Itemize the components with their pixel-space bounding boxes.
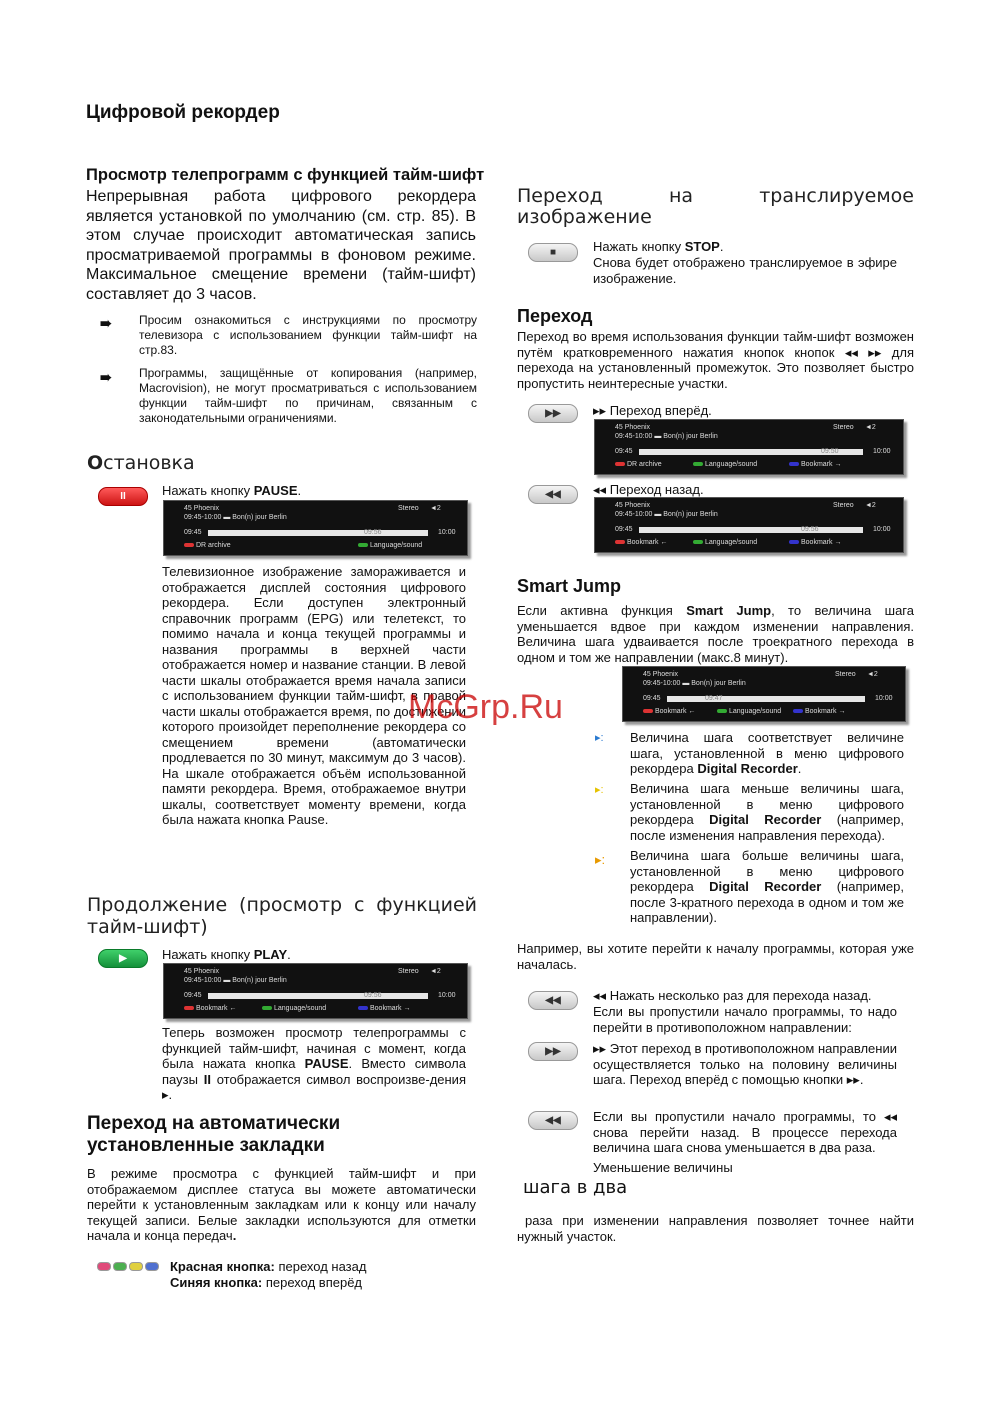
rewind-button-icon: ◀◀	[528, 485, 578, 504]
smart-item-1: Величина шага соответствует величине шага, установленной в меню цифрового рекордера Digital Recorder.	[630, 730, 904, 776]
note-1: Просим ознакомиться с инструкциями по просмотру телевизора с использованием функции тайм-шифт на стр.83.	[139, 313, 477, 357]
rewind-button-icon: ◀◀	[528, 1111, 578, 1130]
back-label: ◂◂ Переход назад.	[593, 482, 704, 497]
pause-button-icon: II	[98, 487, 148, 506]
stop-paragraph: Снова будет отображено транслируемое в эфире изображение.	[593, 255, 897, 286]
step-equal-marker-icon: ▸:	[595, 732, 604, 744]
recorder-status-display: 45 Phoenix 09:45-10:00 ▬ Bon(n) jour Berlin Stereo ◄2 09:45 09:56 10:00 DR archive Language/sound	[163, 500, 468, 556]
example-1-paragraph: Если вы пропустили начало программы, то надо перейти в противоположном направлении:	[593, 1004, 897, 1035]
red-key-icon	[97, 1262, 111, 1271]
example-3-paragraph: Если вы пропустили начало программы, то ◂◂ снова перейти назад. В процессе перехода величина шага снова уменьшается в два раза.	[593, 1109, 897, 1155]
pause-symbol-icon: II	[203, 1071, 211, 1087]
rewind-symbol-icon: ◂◂	[844, 344, 858, 360]
continue-heading: Продолжение (просмотр с функцией тайм-шифт)	[87, 894, 477, 938]
forward-button-icon: ▶▶	[528, 404, 578, 423]
recorder-status-display: 45 Phoenix 09:45-10:00 ▬ Bon(n) jour Berlin Stereo ◄2 09:45 09:56 10:00 Bookmark ← Language/sound Bookmark →	[163, 963, 468, 1019]
jump-heading: Переход	[517, 306, 593, 326]
blue-key-description: Синяя кнопка: переход вперёд	[170, 1275, 363, 1290]
example-paragraph: Например, вы хотите перейти к началу программы, которая уже началась.	[517, 941, 914, 972]
live-heading: Переход на транслируемое изображение	[517, 185, 914, 228]
pause-paragraph: Телевизионное изображение замораживается и отображается дисплей состояния цифрового рекордера. Если доступен электронный справочник программ (EPG) или телетекст, то помимо начала и конца текущей программы и названия программы в верхней части отображается номер и название станции. В левой части шкалы отображается время начала записи с использованием функции тайм-шифт, в правой части шкалы отображается время, по достижении которого произойдет переполнение рекордера со смещением времени (автоматически продлевается по 30 минут, максимум до 3 часов). На шкале отображается объём использованной памяти рекордера. Время, отображаемое внутри шкалы, соответствует моменту времени, когда была нажата кнопка Pause.	[162, 564, 466, 827]
step-larger-marker-icon: ▸:	[595, 852, 606, 867]
forward-label: ▸▸ Переход вперёд.	[593, 403, 712, 418]
forward-symbol-icon: ▸▸	[868, 344, 882, 360]
note-arrow-icon: ➠	[100, 369, 112, 385]
play-paragraph: Теперь возможен просмотр телепрограммы с функцией тайм-шифт, начиная с момент, когда была нажата кнопка PAUSE. Вместо символа паузы II отображается символ воспроизве-дения ▸.	[162, 1025, 466, 1102]
forward-symbol-icon: ▸▸	[593, 1041, 607, 1056]
bookmarks-heading: Переход на автоматически установленные закладки	[87, 1113, 341, 1156]
recorder-status-display: 45 Phoenix 09:45-10:00 ▬ Bon(n) jour Berlin Stereo ◄2 09:45 09:50 10:00 DR archive Language/sound Bookmark →	[594, 419, 904, 475]
forward-symbol-icon: ▸▸	[593, 403, 607, 418]
stop-instruction: Нажать кнопку STOP.	[593, 239, 724, 254]
smart-jump-paragraph: Если активна функция Smart Jump, то величина шага уменьшается вдвое при каждом изменении направления. Величина шага удваивается после троекратного перехода в одном и том же направлении (макс.8 минут).	[517, 603, 914, 665]
green-key-icon	[113, 1262, 127, 1271]
yellow-key-icon	[129, 1262, 143, 1271]
reduce-note-small: Уменьшение величины	[593, 1160, 733, 1175]
forward-symbol-icon: ▸▸	[846, 1072, 860, 1087]
rewind-symbol-icon: ◂◂	[883, 1109, 897, 1124]
bookmarks-paragraph: В режиме просмотра с функцией тайм-шифт и при отображаемом дисплее статуса вы можете автоматически перейти к установленным закладкам или к концу или началу текущей записи. Белые закладки используются для отметки начала и конца передач.	[87, 1166, 476, 1243]
stop-heading: Остановка	[87, 452, 195, 474]
timeshift-heading: Просмотр телепрограмм с функцией тайм-шифт	[86, 166, 485, 184]
forward-button-icon: ▶▶	[528, 1042, 578, 1061]
jump-paragraph: Переход во время использования функции тайм-шифт возможен путём кратковременного нажатия кнопок кнопок ◂◂ ▸▸ для перехода на установленный промежуток. Это позволяет быстро пропустить неинтересные участки.	[517, 329, 914, 391]
smart-jump-heading: Smart Jump	[517, 576, 622, 596]
page-title: Цифровой рекордер	[86, 102, 280, 123]
reduce-note-large: шага в два	[523, 1177, 628, 1198]
stop-button-icon: ■	[528, 243, 578, 262]
note-arrow-icon: ➠	[100, 315, 112, 331]
reduce-note-end: раза при изменении направления позволяет точнее найти нужный участок.	[517, 1213, 914, 1244]
watermark: McGrp.Ru	[408, 688, 563, 726]
timeshift-paragraph: Непрерывная работа цифрового рекордера является установкой по умолчанию (см. стр. 85). В этом случае происходит автоматическая запись просматриваемой программы в фоновом режиме. Максимальное смещение времени (тайм-шифт) составляет до 3 часов.	[86, 188, 476, 303]
play-button-icon: ▶	[98, 949, 148, 968]
play-instruction: Нажать кнопку PLAY.	[162, 947, 291, 962]
recorder-status-display: 45 Phoenix 09:45-10:00 ▬ Bon(n) jour Berlin Stereo ◄2 09:45 09:47 10:00 Bookmark ← Language/sound Bookmark →	[622, 666, 906, 722]
blue-key-icon	[145, 1262, 159, 1271]
example-1-label: ◂◂ Нажать несколько раз для перехода назад.	[593, 988, 872, 1003]
play-symbol-icon: ▸	[162, 1087, 169, 1102]
rewind-symbol-icon: ◂◂	[593, 482, 607, 497]
smart-item-2: Величина шага меньше величины шага, установленной в меню цифрового рекордера Digital Recorder (например, после изменения направления перехода).	[630, 781, 904, 843]
rewind-button-icon: ◀◀	[528, 991, 578, 1010]
step-smaller-marker-icon: ▸:	[595, 784, 604, 796]
red-key-description: Красная кнопка: переход назад	[170, 1259, 367, 1274]
rewind-symbol-icon: ◂◂	[593, 988, 607, 1003]
example-2-paragraph: ▸▸ Этот переход в противоположном направлении осуществляется только на половину величины шага. Переход вперёд с помощью кнопки ▸▸.	[593, 1041, 897, 1087]
pause-instruction: Нажать кнопку PAUSE.	[162, 483, 302, 498]
recorder-status-display: 45 Phoenix 09:45-10:00 ▬ Bon(n) jour Berlin Stereo ◄2 09:45 09:56 10:00 Bookmark ← Language/sound Bookmark →	[594, 497, 904, 553]
note-2: Программы, защищённые от копирования (например, Macrovision), не могут просматриваться с использованием функции тайм-шифт по причинам, связанным с законодательными ограничениями.	[139, 366, 477, 425]
smart-item-3: Величина шага больше величины шага, установленной в меню цифрового рекордера Digital Recorder (например, после 3-кратного перехода в одном и том же направлении).	[630, 848, 904, 925]
